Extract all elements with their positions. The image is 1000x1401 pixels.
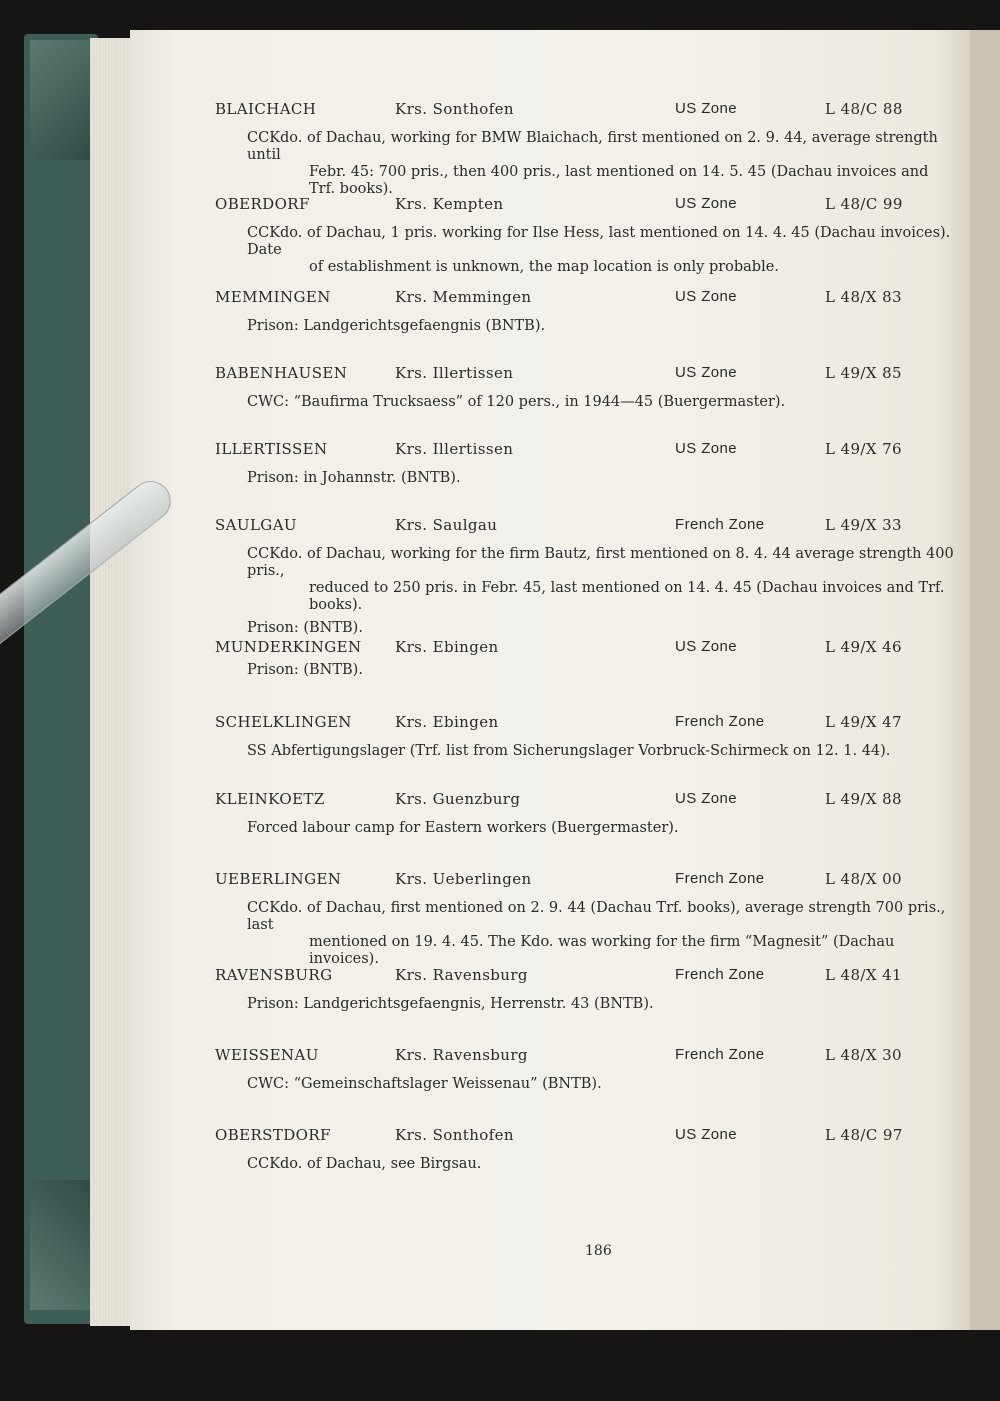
- entry-label: CCKdo.: [247, 900, 303, 916]
- zone: US Zone: [675, 100, 737, 117]
- entry-blaichach: [215, 100, 955, 198]
- district: Krs. Guenzburg: [395, 790, 521, 808]
- entry-kleinkoetz: [215, 790, 955, 837]
- entry-text-cont: mentioned on 19. 4. 45. The Kdo. was working for the firm “Magnesit” (Dachau invoices).: [309, 934, 895, 967]
- entry-babenhausen: [215, 364, 955, 411]
- zone: French Zone: [675, 516, 765, 533]
- entry-label: CCKdo.: [247, 225, 303, 241]
- grid-ref: L 49/X 47: [825, 713, 903, 731]
- entry-munderkingen: [215, 638, 955, 679]
- grid-ref: L 49/X 33: [825, 516, 903, 534]
- entry-memmingen: [215, 288, 955, 335]
- zone: French Zone: [675, 870, 765, 887]
- entry-text-cont: of establishment is unknown, the map location is only probable.: [309, 259, 779, 275]
- grid-ref: L 49/X 76: [825, 440, 903, 458]
- entry-text-cont: Febr. 45: 700 pris., then 400 pris., last mentioned on 14. 5. 45 (Dachau invoices and Trf. books).: [309, 164, 929, 197]
- page-edges: [90, 38, 134, 1326]
- place-name: OBERDORF: [215, 195, 310, 213]
- entry-label: CCKdo.: [247, 1156, 303, 1172]
- zone: US Zone: [675, 790, 737, 807]
- zone: US Zone: [675, 440, 737, 457]
- zone: US Zone: [675, 364, 737, 381]
- entry-text-cont: reduced to 250 pris. in Febr. 45, last mentioned on 14. 4. 45 (Dachau invoices and Trf. books).: [309, 580, 945, 613]
- place-name: OBERSTDORF: [215, 1126, 331, 1144]
- entry-text: labour camp for Eastern workers (Buergermaster).: [302, 820, 679, 836]
- entry-weissenau: [215, 1046, 955, 1093]
- entry-label: Prison:: [247, 470, 299, 486]
- district: Krs. Ebingen: [395, 638, 499, 656]
- entry-text: (BNTB).: [303, 662, 363, 678]
- entry-illertissen: [215, 440, 955, 487]
- page-number: 186: [585, 1243, 612, 1259]
- entry-label: Prison:: [247, 662, 299, 678]
- grid-ref: L 48/C 99: [825, 195, 903, 213]
- grid-ref: L 49/X 46: [825, 638, 903, 656]
- grid-ref: L 49/X 85: [825, 364, 903, 382]
- place-name: ILLERTISSEN: [215, 440, 328, 458]
- entry-text: Abfertigungslager (Trf. list from Sicherungslager Vorbruck-Schirmeck on 12. 1. 44).: [271, 743, 891, 759]
- place-name: MUNDERKINGEN: [215, 638, 362, 656]
- district: Krs. Ravensburg: [395, 966, 528, 984]
- zone: US Zone: [675, 288, 737, 305]
- entry-label: Prison:: [247, 620, 299, 636]
- zone: US Zone: [675, 195, 737, 212]
- district: Krs. Illertissen: [395, 364, 514, 382]
- district: Krs. Ravensburg: [395, 1046, 528, 1064]
- zone: French Zone: [675, 1046, 765, 1063]
- grid-ref: L 48/X 00: [825, 870, 903, 888]
- place-name: WEISSENAU: [215, 1046, 319, 1064]
- facing-page-edge: [966, 30, 1000, 1330]
- entry-text: of Dachau, working for BMW Blaichach, first mentioned on 2. 9. 44, average strength until: [247, 130, 938, 163]
- entry-oberstdorf: [215, 1126, 955, 1173]
- district: Krs. Kempten: [395, 195, 504, 213]
- entry-text: of Dachau, see Birgsau.: [307, 1156, 482, 1172]
- entry-label: CWC:: [247, 1076, 289, 1092]
- grid-ref: L 48/C 97: [825, 1126, 903, 1144]
- entry-label: CWC:: [247, 394, 289, 410]
- district: Krs. Sonthofen: [395, 100, 514, 118]
- grid-ref: L 49/X 88: [825, 790, 903, 808]
- district: Krs. Ueberlingen: [395, 870, 532, 888]
- entry-label: Forced: [247, 820, 298, 836]
- entry-label: CCKdo.: [247, 546, 303, 562]
- entry-saulgau: [215, 516, 955, 637]
- grid-ref: L 48/C 88: [825, 100, 903, 118]
- district: Krs. Ebingen: [395, 713, 499, 731]
- place-name: KLEINKOETZ: [215, 790, 325, 808]
- place-name: BLAICHACH: [215, 100, 317, 118]
- entry-text: “Baufirma Trucksaess” of 120 pers., in 1944—45 (Buergermaster).: [293, 394, 786, 410]
- entry-text: of Dachau, 1 pris. working for Ilse Hess, last mentioned on 14. 4. 45 (Dachau invoices). Date: [247, 225, 951, 258]
- entry-label: SS: [247, 743, 267, 759]
- grid-ref: L 48/X 83: [825, 288, 903, 306]
- place-name: SAULGAU: [215, 516, 297, 534]
- entry-text: of Dachau, first mentioned on 2. 9. 44 (Dachau Trf. books), average strength 700 pris., last: [247, 900, 946, 933]
- place-name: BABENHAUSEN: [215, 364, 348, 382]
- district: Krs. Memmingen: [395, 288, 532, 306]
- entry-text: of Dachau, working for the firm Bautz, first mentioned on 8. 4. 44 average strength 400 pris.,: [247, 546, 954, 579]
- zone: US Zone: [675, 638, 737, 655]
- place-name: MEMMINGEN: [215, 288, 331, 306]
- entry-label: Prison:: [247, 318, 299, 334]
- entry-text: Landgerichtsgefaengnis, Herrenstr. 43 (BNTB).: [303, 996, 654, 1012]
- place-name: RAVENSBURG: [215, 966, 333, 984]
- place-name: SCHELKLINGEN: [215, 713, 352, 731]
- book-page: [130, 30, 970, 1330]
- entry-oberdorf: [215, 195, 955, 276]
- district: Krs. Saulgau: [395, 516, 498, 534]
- zone: French Zone: [675, 966, 765, 983]
- entry-schelklingen: [215, 713, 955, 760]
- grid-ref: L 48/X 41: [825, 966, 903, 984]
- entry-ravensburg: [215, 966, 955, 1013]
- entry-text: in Johannstr. (BNTB).: [303, 470, 461, 486]
- zone: French Zone: [675, 713, 765, 730]
- district: Krs. Illertissen: [395, 440, 514, 458]
- entry-label: CCKdo.: [247, 130, 303, 146]
- entry-label: Prison:: [247, 996, 299, 1012]
- entry-text: Landgerichtsgefaengnis (BNTB).: [303, 318, 546, 334]
- place-name: UEBERLINGEN: [215, 870, 342, 888]
- zone: US Zone: [675, 1126, 737, 1143]
- entry-text: “Gemeinschaftslager Weissenau” (BNTB).: [293, 1076, 602, 1092]
- district: Krs. Sonthofen: [395, 1126, 514, 1144]
- grid-ref: L 48/X 30: [825, 1046, 903, 1064]
- entry-text: (BNTB).: [303, 620, 363, 636]
- entry-ueberlingen: [215, 870, 955, 968]
- book-cover: [24, 34, 98, 1324]
